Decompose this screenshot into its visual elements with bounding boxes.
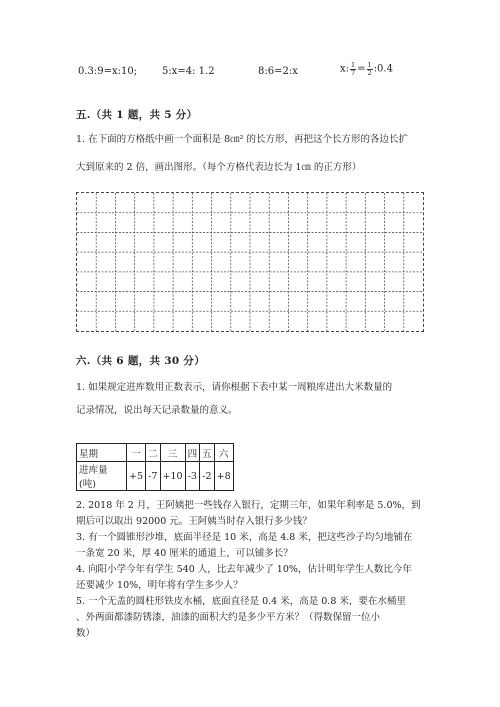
fraction-numerator: 1 <box>367 61 372 69</box>
equation-3: 8:6=2:x <box>258 66 298 77</box>
grid-paper <box>76 192 424 332</box>
section-6-heading: 六.（共 6 题，共 30 分） <box>76 355 205 367</box>
fraction-denominator: 7 <box>351 68 356 77</box>
question-5-line-2: 、外两面都漆防锈漆，油漆的面积大约是多少平方米？（得数保留一位小 <box>76 612 381 623</box>
table-cell: +10 <box>160 462 185 491</box>
table-cell: +5 <box>127 462 146 491</box>
table-row <box>77 462 234 491</box>
table-header-cell: 六 <box>214 444 233 462</box>
equation-4-suffix: :0.4 <box>373 63 393 75</box>
question-4-line-2: 还要减少 10%，明年将有学生多少人？ <box>76 580 243 591</box>
question-3-line-2: 一条宽 20 米，厚 40 厘米的通道上，可以铺多长？ <box>76 548 293 559</box>
question-5-line-1: 5. 一个无盖的圆柱形铁皮水桶，底面直径是 0.4 米，高是 0.8 米，要在水桶里 <box>76 596 406 607</box>
grain-record-table <box>76 443 234 491</box>
table-cell: +8 <box>214 462 233 491</box>
table-header-cell: 五 <box>200 444 215 462</box>
table-cell: 进库量(吨) <box>77 462 127 491</box>
equation-4-prefix: x: <box>340 63 350 75</box>
fraction-denominator: 2 <box>367 68 372 77</box>
question-5-line-3: 数） <box>76 628 96 639</box>
table-cell: -7 <box>146 462 161 491</box>
question-2-line-1: 2. 2018 年 2 月，王阿姨把一些钱存入银行，定期三年，如果年利率是 5.0%，到 <box>76 500 421 511</box>
question-1-line-2: 记录情况，说出每天记录数量的意义。 <box>76 405 238 416</box>
question-2-line-2: 期后可以取出 92000 元。王阿姨当时存入银行多少钱？ <box>76 516 312 527</box>
table-header-cell: 一 <box>127 444 146 462</box>
equation-2: 5:x=4: 1.2 <box>162 66 215 77</box>
fraction-one-half <box>367 62 373 76</box>
question-4-line-1: 4. 向阳小学今年有学生 540 人，比去年减少了 10%，估计明年学生人数比今年 <box>76 564 412 575</box>
question-1-line-1: 1. 如果规定进库数用正数表示，请你根据下表中某一周粮库进出大米数量的 <box>76 382 393 393</box>
table-header-cell: 三 <box>160 444 185 462</box>
equation-4 <box>340 62 393 76</box>
table-header-row <box>77 444 234 462</box>
grid-lines <box>77 193 423 331</box>
question-3-line-1: 3. 有一个圆锥形沙堆，底面半径是 10 米，高是 4.8 米，把这些沙子均匀地铺在 <box>76 532 413 543</box>
section-5-question-line-1: 1. 在下面的方格纸中画一个面积是 8㎝² 的长方形，再把这个长方形的各边长扩 <box>76 134 408 145</box>
equation-1: 0.3:9=x:10; <box>78 66 138 77</box>
fraction-numerator: 1 <box>351 61 356 69</box>
table-cell: -3 <box>185 462 200 491</box>
equals-sign: = <box>357 63 366 75</box>
table-header-cell: 二 <box>146 444 161 462</box>
fraction-one-seventh <box>350 62 356 76</box>
table-header-cell: 星期 <box>77 444 127 462</box>
section-5-question-line-2: 大到原来的 2 倍，画出图形。（每个方格代表边长为 1㎝ 的正方形） <box>76 162 362 173</box>
table-header-cell: 四 <box>185 444 200 462</box>
section-5-heading: 五.（共 1 题，共 5 分） <box>76 109 198 121</box>
table-cell: -2 <box>200 462 215 491</box>
